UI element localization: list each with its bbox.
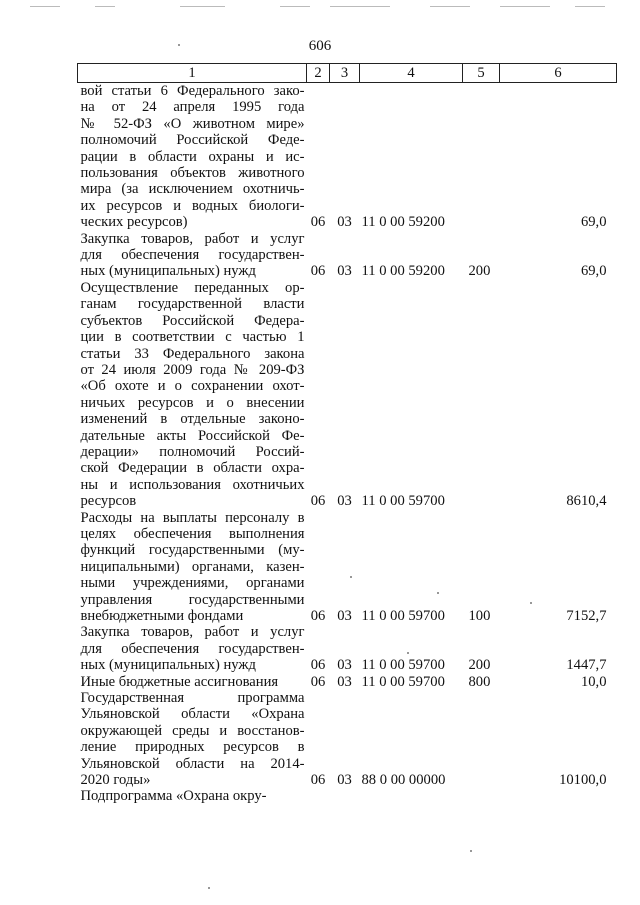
description-line: дерации» полномочий Россий- [80, 443, 305, 460]
page-number: 606 [308, 38, 332, 54]
row-section [307, 788, 330, 804]
row-subsection: 03 [337, 673, 352, 690]
row-section: 06 [310, 214, 326, 231]
row-description [78, 83, 307, 231]
row-target-code: 11 0 00 59700 [361, 608, 445, 624]
scan-speck [437, 592, 439, 594]
description-line: их ресурсов и водных биологи- [80, 197, 305, 214]
description-line: ление природных ресурсов в [80, 739, 305, 756]
table-row [78, 674, 617, 690]
row-subsection: 03 [337, 493, 352, 510]
description-line: ресурсов [80, 493, 137, 510]
row-amount: 1447,7 [566, 657, 607, 674]
description-line: Подпрограмма «Охрана окру- [80, 788, 267, 805]
row-target-code: 11 0 00 59700 [361, 657, 445, 674]
row-target-code: 11 0 00 59200 [361, 214, 445, 231]
row-expense-kind: 800 [468, 673, 491, 690]
description-line: дательные акты Российской Фе- [80, 427, 305, 444]
row-description [78, 624, 307, 673]
table-row [78, 624, 617, 673]
description-line: на от 24 апреля 1995 года [80, 99, 305, 116]
scan-speck [470, 850, 472, 852]
table-header-row [78, 64, 617, 83]
header-col-6: 6 [500, 64, 617, 83]
row-description [78, 280, 307, 510]
description-line: для обеспечения государствен- [80, 640, 305, 657]
row-description [78, 510, 307, 625]
description-line: Государственная программа [80, 690, 305, 707]
row-amount [500, 788, 617, 804]
description-line: изменений в отдельные законо- [80, 411, 305, 428]
description-line: ской Федерации в области охра- [80, 460, 305, 477]
description-line: Расходы на выплаты персоналу в [80, 509, 305, 526]
description-line: 2020 годы» [80, 772, 151, 789]
row-section: 06 [310, 657, 326, 674]
row-expense-kind [463, 83, 500, 231]
scan-speck [530, 602, 532, 604]
description-line: Закупка товаров, работ и услуг [80, 230, 305, 247]
description-line: Ульяновской области «Охрана [80, 706, 305, 723]
row-subsection: 03 [337, 263, 352, 280]
row-target-code: 88 0 00 00000 [361, 772, 446, 789]
scan-speck [178, 44, 180, 46]
row-expense-kind [463, 280, 500, 510]
description-line: «Об охоте и о сохранении охот- [80, 378, 305, 395]
table-row [78, 788, 617, 804]
description-line: ничьих ресурсов и о внесении [80, 394, 305, 411]
row-amount: 10,0 [580, 673, 607, 690]
scan-artifact-top [0, 6, 640, 10]
description-line: полномочий Российской Феде- [80, 132, 305, 149]
row-subsection: 03 [337, 657, 352, 674]
row-section: 06 [310, 263, 326, 280]
row-amount: 7152,7 [566, 608, 607, 624]
description-line: Иные бюджетные ассигнования [80, 673, 279, 690]
description-line: ганам государственной власти [80, 296, 305, 313]
scan-speck [407, 652, 409, 654]
row-amount: 69,0 [580, 214, 607, 231]
description-line: мира (за исключением охотничь- [80, 181, 305, 198]
description-line: вой статьи 6 Федерального зако- [80, 83, 305, 99]
header-col-5: 5 [463, 64, 500, 83]
table-body [78, 83, 617, 805]
scan-speck [350, 576, 352, 578]
description-line: Осуществление переданных ор- [80, 279, 305, 296]
row-expense-kind [463, 788, 500, 804]
description-line: управления государственными [80, 591, 305, 608]
row-subsection: 03 [337, 608, 352, 624]
row-expense-kind [463, 690, 500, 788]
row-section: 06 [310, 673, 326, 690]
row-target-code: 11 0 00 59700 [361, 493, 445, 510]
header-col-3: 3 [330, 64, 360, 83]
row-subsection [330, 788, 360, 804]
table-row [78, 510, 617, 625]
budget-table [77, 63, 617, 805]
row-target-code [360, 788, 463, 804]
row-expense-kind: 200 [468, 657, 491, 674]
description-line: № 52-ФЗ «О животном мире» [80, 115, 305, 132]
table-row [78, 690, 617, 788]
header-col-4: 4 [360, 64, 463, 83]
row-description [78, 674, 307, 690]
row-description [78, 788, 307, 804]
description-line: ческих ресурсов) [80, 214, 188, 231]
row-section: 06 [310, 608, 326, 624]
row-section: 06 [310, 772, 326, 789]
row-amount: 69,0 [580, 263, 607, 280]
description-line: от 24 июля 2009 года № 209-ФЗ [80, 361, 305, 378]
description-line: окружающей среды и восстанов- [80, 722, 305, 739]
description-line: для обеспечения государствен- [80, 247, 305, 264]
row-target-code: 11 0 00 59200 [361, 263, 445, 280]
row-subsection: 03 [337, 214, 352, 231]
row-amount: 8610,4 [566, 493, 607, 510]
row-description [78, 231, 307, 280]
row-expense-kind: 200 [468, 263, 491, 280]
description-line: Закупка товаров, работ и услуг [80, 624, 305, 641]
description-line: функций государственными (му- [80, 542, 305, 559]
description-line: ных (муниципальных) нужд [80, 263, 256, 280]
row-description [78, 690, 307, 788]
scan-speck [208, 887, 210, 889]
description-line: ниципальными) органами, казен- [80, 558, 305, 575]
row-target-code: 11 0 00 59700 [361, 673, 445, 690]
row-amount: 10100,0 [559, 772, 607, 789]
description-line: ции в соответствии с частью 1 [80, 329, 305, 346]
row-expense-kind: 100 [468, 608, 491, 624]
row-section: 06 [310, 493, 326, 510]
description-line: ны и использования охотничьих [80, 476, 305, 493]
table-row [78, 83, 617, 231]
table-row [78, 231, 617, 280]
description-line: субъектов Российской Федера- [80, 312, 305, 329]
row-subsection: 03 [337, 772, 352, 789]
description-line: ных (муниципальных) нужд [80, 657, 256, 674]
description-line: ными учреждениями, органами [80, 575, 305, 592]
table-row [78, 280, 617, 510]
description-line: внебюджетными фондами [80, 608, 244, 624]
description-line: Ульяновской области на 2014- [80, 755, 305, 772]
description-line: целях обеспечения выполнения [80, 525, 305, 542]
description-line: рации в области охраны и ис- [80, 148, 305, 165]
description-line: статьи 33 Федерального закона [80, 345, 305, 362]
description-line: пользования объектов животного [80, 165, 305, 182]
header-col-2: 2 [307, 64, 330, 83]
header-col-1: 1 [78, 64, 307, 83]
